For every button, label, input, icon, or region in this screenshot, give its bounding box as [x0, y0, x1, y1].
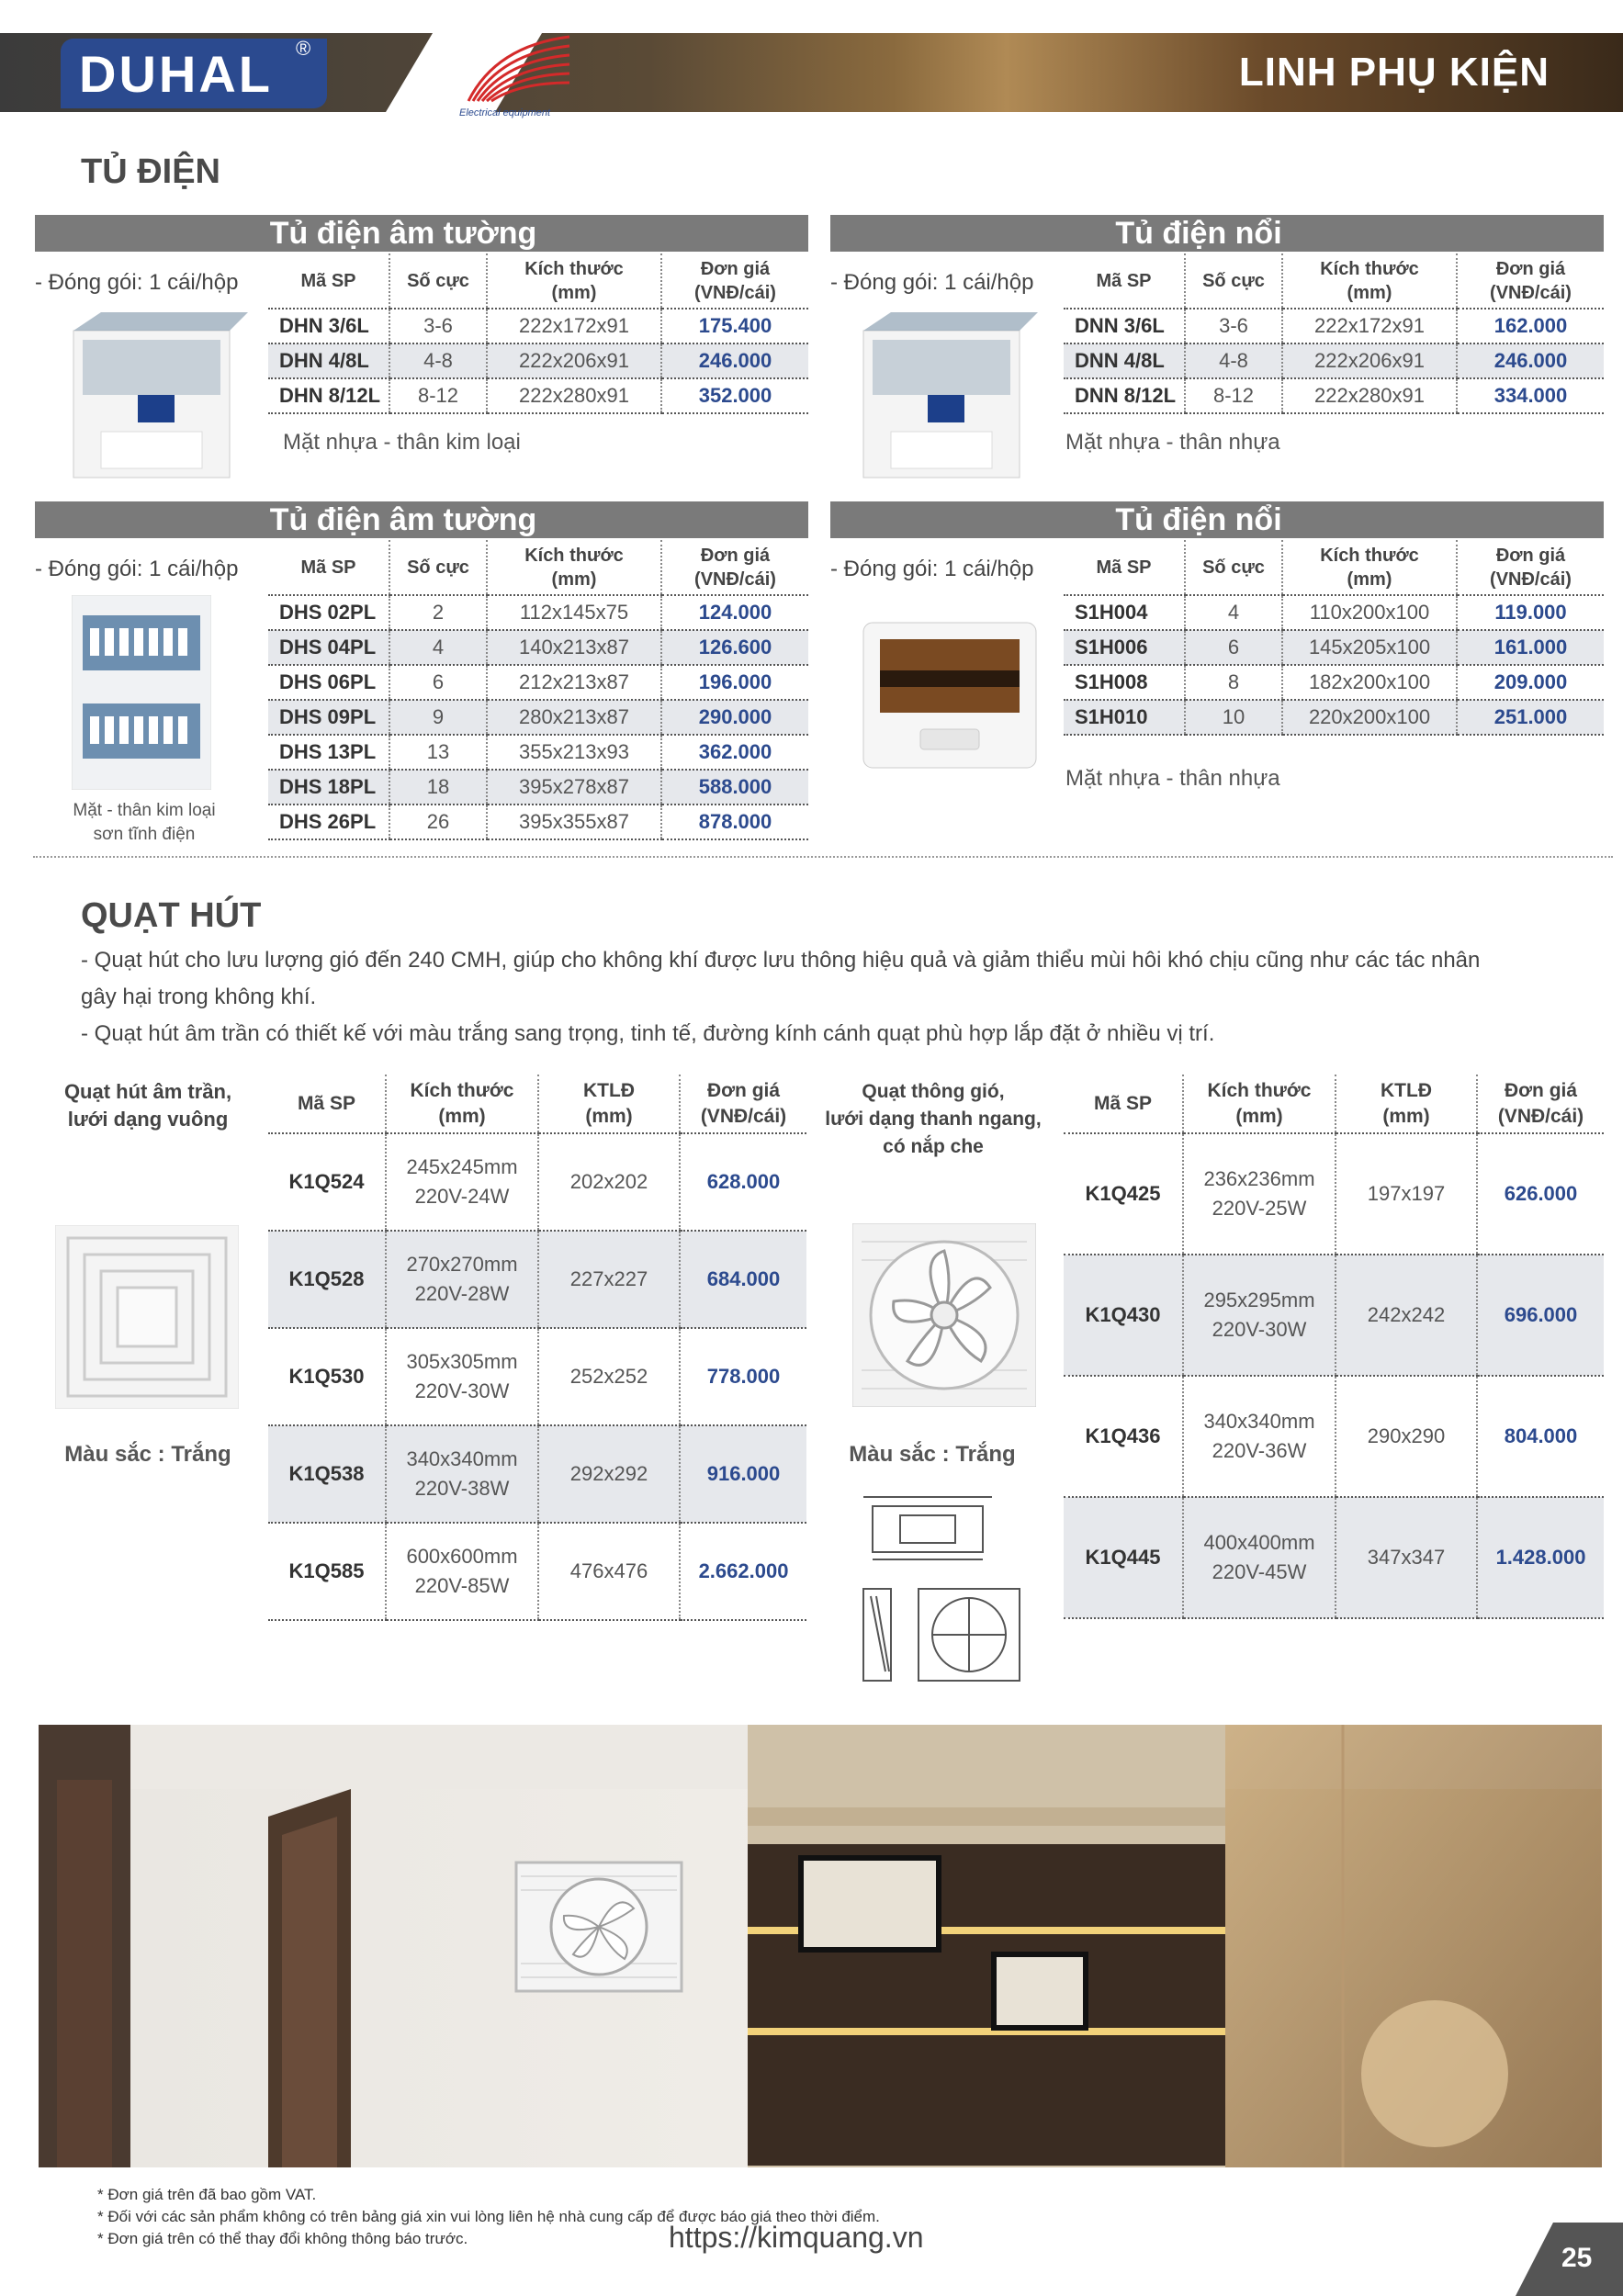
- size: 340x340mm 220V-38W: [386, 1425, 538, 1523]
- size: 355x213x93: [487, 735, 661, 770]
- size: 295x295mm 220V-30W: [1183, 1255, 1336, 1376]
- table-row: [1064, 700, 1604, 735]
- product-code: K1Q528: [268, 1231, 386, 1328]
- col-ktld: KTLĐ (mm): [1336, 1075, 1477, 1133]
- poles: 3-6: [1185, 309, 1282, 343]
- price: 162.000: [1457, 309, 1604, 343]
- col-ma-sp: Mã SP: [1064, 1075, 1183, 1133]
- size: 110x200x100: [1282, 595, 1457, 630]
- table-row: [268, 805, 808, 839]
- col-don-gia: Đơn giá (VNĐ/cái): [661, 253, 808, 309]
- ktld: 347x347: [1336, 1497, 1477, 1618]
- price: 1.428.000: [1477, 1497, 1604, 1618]
- price: 778.000: [680, 1328, 806, 1425]
- poles: 6: [1185, 630, 1282, 665]
- size: 212x213x87: [487, 665, 661, 700]
- col-ma-sp: Mã SP: [268, 540, 389, 595]
- col-so-cuc: Số cực: [389, 253, 487, 309]
- product-code: DHS 26PL: [268, 805, 389, 839]
- size: 305x305mm 220V-30W: [386, 1328, 538, 1425]
- table-row: [1064, 1133, 1604, 1255]
- table-row: [268, 770, 808, 805]
- kimquang-logo: [441, 28, 597, 119]
- table-row: [268, 1133, 806, 1231]
- size: 270x270mm 220V-28W: [386, 1231, 538, 1328]
- product-code: DNN 3/6L: [1064, 309, 1185, 343]
- col-don-gia: Đơn giá (VNĐ/cái): [661, 540, 808, 595]
- product-code: S1H004: [1064, 595, 1185, 630]
- price: 362.000: [661, 735, 808, 770]
- table-row: [268, 309, 808, 343]
- product-code: S1H008: [1064, 665, 1185, 700]
- poles: 26: [389, 805, 487, 839]
- poles: 4: [389, 630, 487, 665]
- product-code: K1Q436: [1064, 1376, 1183, 1497]
- price: 161.000: [1457, 630, 1604, 665]
- poles: 8: [1185, 665, 1282, 700]
- table-row: [1064, 630, 1604, 665]
- table-row: [268, 1328, 806, 1425]
- page-number: 25: [1561, 2243, 1593, 2273]
- price: 684.000: [680, 1231, 806, 1328]
- product-code: DHS 04PL: [268, 630, 389, 665]
- product-code: S1H010: [1064, 700, 1185, 735]
- price: 804.000: [1477, 1376, 1604, 1497]
- interior-photo: [39, 1725, 1602, 2167]
- product-code: K1Q445: [1064, 1497, 1183, 1618]
- col-ma-sp: Mã SP: [1064, 540, 1185, 595]
- metal-panel-image: [72, 595, 211, 790]
- price: 251.000: [1457, 700, 1604, 735]
- product-code: K1Q585: [268, 1523, 386, 1620]
- poles: 2: [389, 595, 487, 630]
- color-label: Màu sắc : Trắng: [64, 1442, 231, 1467]
- size: 340x340mm 220V-36W: [1183, 1376, 1336, 1497]
- col-don-gia: Đơn giá (VNĐ/cái): [1457, 253, 1604, 309]
- product-code: K1Q430: [1064, 1255, 1183, 1376]
- col-ma-sp: Mã SP: [268, 1075, 386, 1133]
- table-tu-dien-dnn: [1064, 253, 1604, 414]
- bar-tu-dien-am-tuong-2: Tủ điện âm tường: [35, 501, 808, 538]
- price: 175.400: [661, 309, 808, 343]
- table-row: [268, 378, 808, 413]
- table-row: [268, 1231, 806, 1328]
- table-row: [1064, 1255, 1604, 1376]
- table-row: [268, 1425, 806, 1523]
- brand-name: DUHAL: [79, 45, 273, 103]
- price: 119.000: [1457, 595, 1604, 630]
- footnote: * Đối với các sản phẩm không có trên bảng giá xin vui lòng liên hệ nhà cung cấp để được báo giá theo thời điểm.: [97, 2208, 880, 2225]
- panel-box-image: [64, 303, 248, 487]
- price: 209.000: [1457, 665, 1604, 700]
- packing-note: - Đóng gói: 1 cái/hộp: [830, 270, 1034, 295]
- price: 626.000: [1477, 1133, 1604, 1255]
- product-code: DHN 4/8L: [268, 343, 389, 378]
- col-don-gia: Đơn giá (VNĐ/cái): [1477, 1075, 1604, 1133]
- product-code: K1Q425: [1064, 1133, 1183, 1255]
- size: 220x200x100: [1282, 700, 1457, 735]
- product-code: DNN 8/12L: [1064, 378, 1185, 413]
- col-kich-thuoc: Kích thước (mm): [487, 253, 661, 309]
- price: 196.000: [661, 665, 808, 700]
- fan-label-ventilation: Quạt thông gió, lưới dạng thanh ngang, có nắp che: [825, 1081, 1042, 1157]
- bar-tu-dien-am-tuong-1: Tủ điện âm tường: [35, 215, 808, 252]
- footnote: * Đơn giá trên đã bao gồm VAT.: [97, 2186, 317, 2203]
- ktld: 476x476: [538, 1523, 680, 1620]
- table-fan-ventilation: [1064, 1075, 1604, 1619]
- size: 140x213x87: [487, 630, 661, 665]
- table-tu-dien-dhn: [268, 253, 808, 414]
- product-code: S1H006: [1064, 630, 1185, 665]
- col-kich-thuoc: Kích thước (mm): [1282, 253, 1457, 309]
- size: 395x278x87: [487, 770, 661, 805]
- fan-label-ceiling: Quạt hút âm trần, lưới dạng vuông: [63, 1080, 232, 1131]
- size: 222x172x91: [1282, 309, 1457, 343]
- size: 222x172x91: [487, 309, 661, 343]
- price: 2.662.000: [680, 1523, 806, 1620]
- product-code: K1Q538: [268, 1425, 386, 1523]
- section-divider: [33, 856, 1613, 858]
- technical-drawing: [845, 1488, 1029, 1699]
- size: 400x400mm 220V-45W: [1183, 1497, 1336, 1618]
- page-header-title: LINH PHỤ KIỆN: [1238, 50, 1550, 95]
- table-row: [1064, 595, 1604, 630]
- bar-tu-dien-noi-2: Tủ điện nổi: [830, 501, 1604, 538]
- price: 246.000: [1457, 343, 1604, 378]
- ktld: 252x252: [538, 1328, 680, 1425]
- product-code: DHS 13PL: [268, 735, 389, 770]
- col-ktld: KTLĐ (mm): [538, 1075, 680, 1133]
- size: 245x245mm 220V-24W: [386, 1133, 538, 1231]
- poles: 3-6: [389, 309, 487, 343]
- price: 290.000: [661, 700, 808, 735]
- price: 246.000: [661, 343, 808, 378]
- table-row: [268, 665, 808, 700]
- size: 112x145x75: [487, 595, 661, 630]
- size: 280x213x87: [487, 700, 661, 735]
- ceiling-fan-image: [55, 1225, 239, 1409]
- ventilation-fan-image: [852, 1223, 1036, 1407]
- poles: 4-8: [389, 343, 487, 378]
- poles: 6: [389, 665, 487, 700]
- section-title-quat-hut: QUẠT HÚT: [81, 896, 262, 935]
- packing-note: - Đóng gói: 1 cái/hộp: [35, 270, 239, 295]
- price: 628.000: [680, 1133, 806, 1231]
- size: 600x600mm 220V-85W: [386, 1523, 538, 1620]
- poles: 4-8: [1185, 343, 1282, 378]
- col-kich-thuoc: Kích thước (mm): [1282, 540, 1457, 595]
- table-row: [268, 1523, 806, 1620]
- col-kich-thuoc: Kích thước (mm): [487, 540, 661, 595]
- bar-tu-dien-noi-1: Tủ điện nổi: [830, 215, 1604, 252]
- ktld: 197x197: [1336, 1133, 1477, 1255]
- table-tu-dien-dhs: [268, 540, 808, 840]
- panel-box-image: [854, 303, 1038, 487]
- product-code: DHS 06PL: [268, 665, 389, 700]
- poles: 4: [1185, 595, 1282, 630]
- section-title-tu-dien: TỦ ĐIỆN: [81, 152, 220, 191]
- table-row: [268, 735, 808, 770]
- color-label: Màu sắc : Trắng: [849, 1442, 1016, 1467]
- col-so-cuc: Số cực: [1185, 540, 1282, 595]
- poles: 18: [389, 770, 487, 805]
- table-fan-ceiling: [268, 1075, 806, 1621]
- ktld: 242x242: [1336, 1255, 1477, 1376]
- size: 222x206x91: [487, 343, 661, 378]
- desc-line: - Quạt hút âm trần có thiết kế với màu trắng sang trọng, tinh tế, đường kính cánh quạt phù hợp lắp đặt ở nhiều vị trí.: [81, 1021, 1215, 1046]
- price: 124.000: [661, 595, 808, 630]
- table-row: [1064, 1376, 1604, 1497]
- size: 395x355x87: [487, 805, 661, 839]
- col-kich-thuoc: Kích thước (mm): [386, 1075, 538, 1133]
- product-code: K1Q524: [268, 1133, 386, 1231]
- product-code: DHS 18PL: [268, 770, 389, 805]
- table-row: [1064, 378, 1604, 413]
- partner-sub: Electrical equipment: [459, 107, 551, 118]
- size: 145x205x100: [1282, 630, 1457, 665]
- registered-mark: ®: [296, 37, 311, 60]
- ktld: 292x292: [538, 1425, 680, 1523]
- fan-description: [81, 942, 1569, 1052]
- material-note: Mặt - thân kim loại sơn tĩnh điện: [73, 801, 216, 844]
- table-row: [268, 343, 808, 378]
- size: 222x280x91: [1282, 378, 1457, 413]
- poles: 9: [389, 700, 487, 735]
- price: 352.000: [661, 378, 808, 413]
- ktld: 202x202: [538, 1133, 680, 1231]
- product-code: DNN 4/8L: [1064, 343, 1185, 378]
- table-row: [1064, 1497, 1604, 1618]
- col-ma-sp: Mã SP: [268, 253, 389, 309]
- material-note: Mặt nhựa - thân nhựa: [1065, 766, 1280, 791]
- poles: 8-12: [1185, 378, 1282, 413]
- size: 182x200x100: [1282, 665, 1457, 700]
- website-url[interactable]: https://kimquang.vn: [669, 2221, 924, 2254]
- table-row: [268, 630, 808, 665]
- packing-note: - Đóng gói: 1 cái/hộp: [830, 557, 1034, 581]
- size: 236x236mm 220V-25W: [1183, 1133, 1336, 1255]
- col-so-cuc: Số cực: [1185, 253, 1282, 309]
- col-kich-thuoc: Kích thước (mm): [1183, 1075, 1336, 1133]
- footnote: * Đơn giá trên có thể thay đổi không thông báo trước.: [97, 2230, 468, 2247]
- col-so-cuc: Số cực: [389, 540, 487, 595]
- product-code: K1Q530: [268, 1328, 386, 1425]
- table-row: [1064, 665, 1604, 700]
- packing-note: - Đóng gói: 1 cái/hộp: [35, 557, 239, 581]
- table-row: [268, 700, 808, 735]
- table-row: [268, 595, 808, 630]
- table-tu-dien-s1h: [1064, 540, 1604, 736]
- desc-line: gây hại trong không khí.: [81, 985, 317, 1009]
- col-ma-sp: Mã SP: [1064, 253, 1185, 309]
- material-note: Mặt nhựa - thân nhựa: [1065, 430, 1280, 455]
- poles: 10: [1185, 700, 1282, 735]
- price: 334.000: [1457, 378, 1604, 413]
- ktld: 290x290: [1336, 1376, 1477, 1497]
- table-row: [1064, 309, 1604, 343]
- col-don-gia: Đơn giá (VNĐ/cái): [1457, 540, 1604, 595]
- poles: 13: [389, 735, 487, 770]
- col-don-gia: Đơn giá (VNĐ/cái): [680, 1075, 806, 1133]
- poles: 8-12: [389, 378, 487, 413]
- price: 916.000: [680, 1425, 806, 1523]
- price: 696.000: [1477, 1255, 1604, 1376]
- size: 222x206x91: [1282, 343, 1457, 378]
- product-code: DHN 8/12L: [268, 378, 389, 413]
- material-note: Mặt nhựa - thân kim loại: [283, 430, 521, 455]
- table-row: [1064, 343, 1604, 378]
- product-code: DHS 02PL: [268, 595, 389, 630]
- product-code: DHN 3/6L: [268, 309, 389, 343]
- price: 878.000: [661, 805, 808, 839]
- price: 126.600: [661, 630, 808, 665]
- size: 222x280x91: [487, 378, 661, 413]
- surface-panel-image: [860, 619, 1040, 771]
- desc-line: - Quạt hút cho lưu lượng gió đến 240 CMH, giúp cho không khí được lưu thông hiệu quả và giảm thiểu mùi hôi khó chịu cũng như các tác nhân: [81, 948, 1481, 973]
- price: 588.000: [661, 770, 808, 805]
- product-code: DHS 09PL: [268, 700, 389, 735]
- ktld: 227x227: [538, 1231, 680, 1328]
